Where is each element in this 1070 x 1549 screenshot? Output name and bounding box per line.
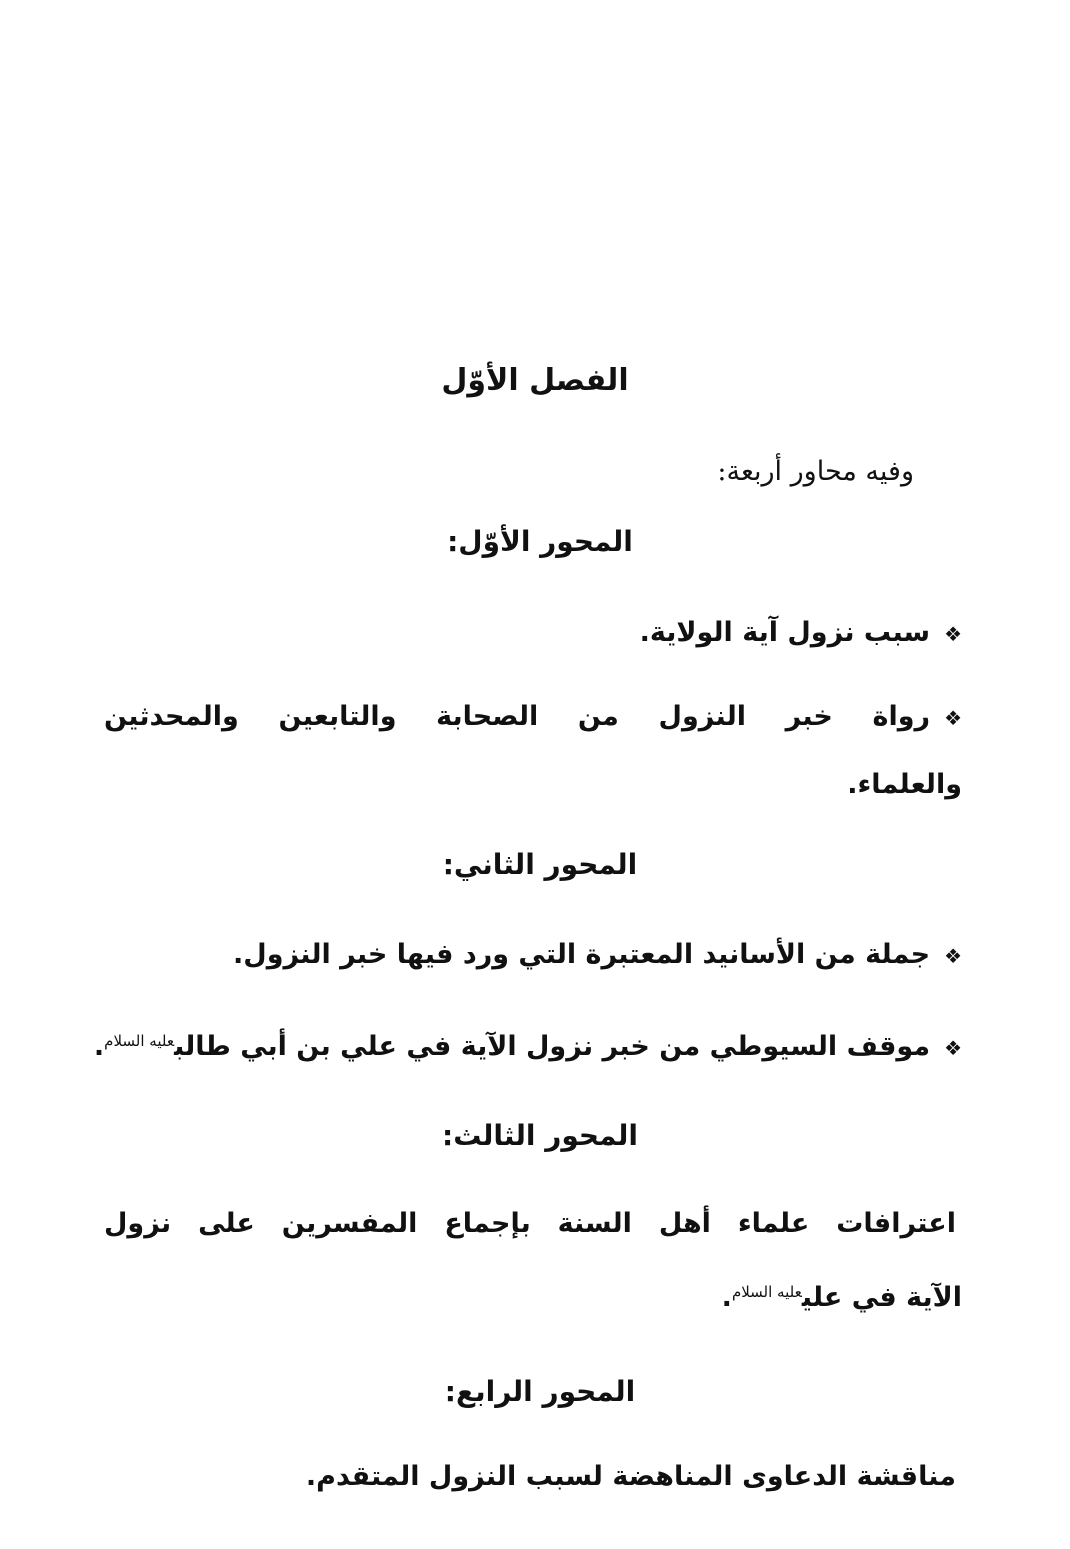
- axis-1-heading: المحور الأوّل:: [447, 525, 633, 558]
- axis-3-text-line-1: اعترافات علماء أهل السنة بإجماع المفسرين على نزول: [104, 1208, 956, 1239]
- axis-2-item-1-text: جملة من الأسانيد المعتبرة التي ورد فيها خبر النزول.: [233, 939, 931, 970]
- end-mark: .: [93, 1031, 105, 1062]
- bullet-diamond-icon: ❖: [944, 1035, 962, 1060]
- axis-2-item-1: [233, 934, 962, 977]
- axis-1-item-1-text: سبب نزول آية الولاية.: [639, 617, 931, 648]
- axis-1-item-2-text: رواة خبر النزول من الصحابة والتابعين والمحدثين: [104, 701, 931, 732]
- bullet-diamond-icon: ❖: [944, 621, 962, 646]
- axis-2-item-2-text: موقف السيوطي من خبر نزول الآية في علي بن أبي طالب: [174, 1031, 931, 1062]
- axis-3-heading: المحور الثالث:: [442, 1119, 638, 1152]
- axis-3-text-line-2: [722, 1271, 962, 1319]
- honorific-mark: عليه السلام: [731, 1283, 802, 1301]
- intro-text: وفيه محاور أربعة:: [717, 456, 914, 487]
- axis-1-item-1: [640, 612, 962, 655]
- axis-1-item-2: [104, 696, 962, 739]
- chapter-title: الفصل الأوّل: [441, 363, 629, 398]
- end-mark: .: [721, 1282, 732, 1313]
- axis-3-text-line-2-text: الآية في علي: [801, 1282, 962, 1313]
- axis-4-heading: المحور الرابع:: [444, 1375, 636, 1408]
- axis-1-item-2-continuation: والعلماء.: [847, 769, 962, 800]
- axis-2-item-2: [94, 1020, 962, 1069]
- axis-4-text: مناقشة الدعاوى المناهضة لسبب النزول المتقدم.: [305, 1461, 956, 1492]
- bullet-diamond-icon: ❖: [944, 943, 962, 968]
- honorific-mark: عليه السلام: [104, 1032, 175, 1050]
- bullet-diamond-icon: ❖: [944, 705, 962, 730]
- axis-2-heading: المحور الثاني:: [442, 848, 638, 881]
